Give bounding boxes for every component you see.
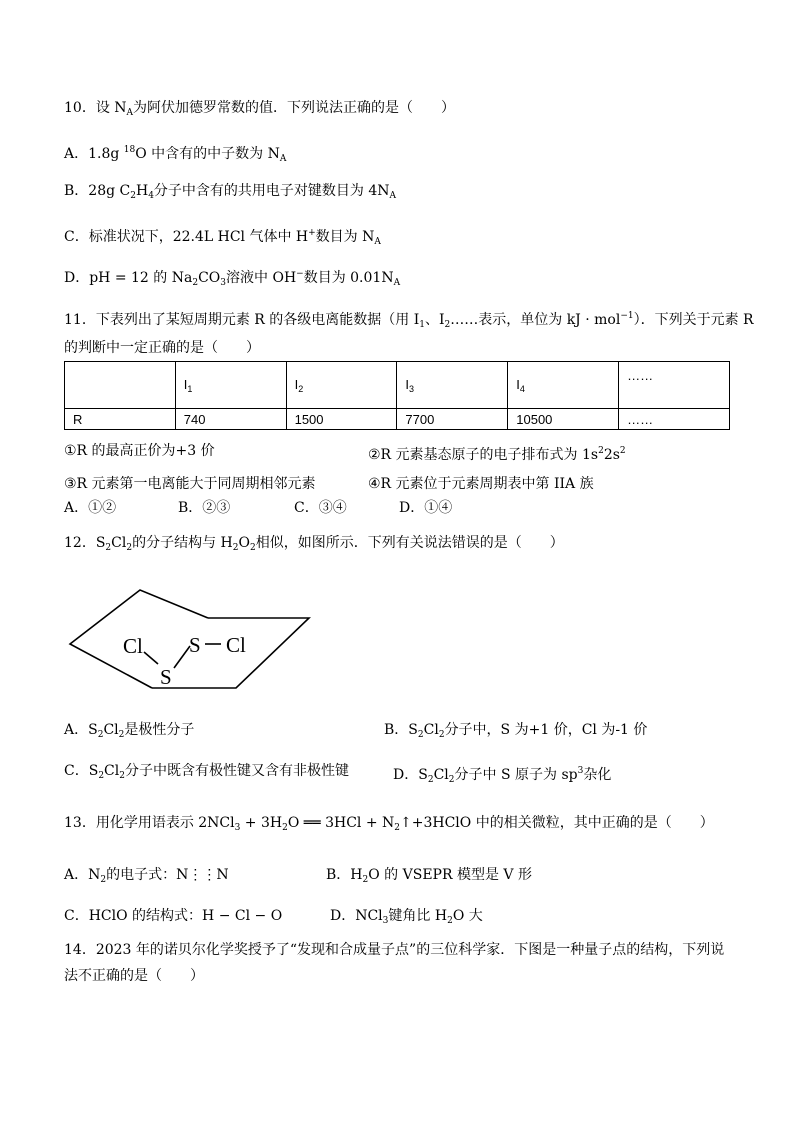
q11-statement-4: ④R 元素位于元素周期表中第 IIA 族 [368, 476, 594, 492]
s-s-bond [174, 646, 190, 668]
table-header-cell: $I_2$ [286, 362, 397, 409]
q11-option-b: B．②③ [178, 500, 231, 516]
table-cell: …… [619, 409, 730, 430]
q13-option-b: B．$H_2O$ 的 VSEPR 模型是 V 形 [326, 867, 532, 885]
q10-option-d: D．pH = 12 的 $Na_2CO_3$溶液中 OH−数目为 $0.01N_A$ [64, 269, 401, 288]
table-header-cell [65, 362, 176, 409]
q12-option-a: A．$S_2Cl_2$是极性分子 [64, 722, 195, 740]
q12-option-d: D．$S_2Cl_2$分子中 S 原子为 $sp^3$杂化 [393, 766, 612, 785]
table-cell: 7700 [397, 409, 508, 430]
q12-option-b: B．$S_2Cl_2$分子中，S 为+1 价，Cl 为-1 价 [384, 722, 648, 740]
table-header-row [65, 362, 730, 409]
q14-stem-line1: 14．2023 年的诺贝尔化学奖授予了“发现和合成量子点”的三位科学家．下图是一种量子点的结构，下列说 [64, 942, 725, 958]
table-header-cell: $I_4$ [508, 362, 619, 409]
s2cl2-structure-diagram [60, 582, 320, 694]
q14-stem-line2: 法不正确的是（ ） [64, 968, 204, 984]
cl-s-bond-left [144, 652, 158, 664]
atom-cl-right: Cl [226, 633, 246, 657]
q10-option-a: A．1.8g $^{18}$O 中含有的中子数为 $N_A$ [64, 145, 287, 164]
table-cell: 1500 [286, 409, 397, 430]
q11-statement-1: ①R 的最高正价为+3 价 [64, 443, 215, 459]
table-header-cell: $I_3$ [397, 362, 508, 409]
q11-option-a: A．①② [64, 500, 117, 516]
atom-cl-left: Cl [123, 634, 143, 658]
table-cell: 10500 [508, 409, 619, 430]
q11-stem-line2: 的判断中一定正确的是（ ） [64, 340, 260, 356]
q13-option-a: A．$N_2$的电子式：N⋮⋮N [64, 867, 229, 885]
q11-option-c: C．③④ [294, 500, 347, 516]
q13-option-d: D．NCl$_3$键角比 $H_2O$ 大 [330, 908, 483, 926]
table-cell: 740 [175, 409, 286, 430]
q12-stem: 12．$S_2Cl_2$的分子结构与 $H_2O_2$相似，如图所示．下列有关说法错误的是（ ） [64, 535, 564, 553]
table-cell: R [65, 409, 176, 430]
q10-stem: 10．设 $N_A$为阿伏加德罗常数的值．下列说法正确的是（ ） [64, 100, 456, 118]
q11-stem-line1: 11．下表列出了某短周期元素 R 的各级电离能数据（用 $I_1$、$I_2\dots\dots$表示，单位为 kJ · mol$^{-1}$）．下列关于元素 R [64, 311, 754, 330]
atom-s-top: S [189, 633, 201, 657]
q11-statement-3: ③R 元素第一电离能大于同周期相邻元素 [64, 476, 316, 492]
ionization-energy-table [64, 361, 730, 430]
q11-option-d: D．①④ [399, 500, 453, 516]
q10-option-b: B．28g $C_2H_4$分子中含有的共用电子对键数目为 $4N_A$ [64, 183, 397, 201]
table-row [65, 409, 730, 430]
atom-s-bottom: S [160, 665, 172, 689]
q11-statement-2: ②R 元素基态原子的电子排布式为 $1s^22s^2$ [368, 446, 626, 463]
q13-stem: 13．用化学用语表示 $2NCl_3 + 3H_2O$ ══ $3HCl + N_2↑+3HClO$ 中的相关微粒，其中正确的是（ ） [64, 815, 714, 833]
table-header-cell: …… [619, 362, 730, 409]
q12-option-c: C．$S_2Cl_2$分子中既含有极性键又含有非极性键 [64, 763, 349, 781]
q10-option-c: C．标准状况下，22.4L HCl 气体中 H+数目为 $N_A$ [64, 228, 381, 247]
q13-option-c: C．HClO 的结构式：H − Cl − O [64, 908, 283, 924]
table-header-cell: $I_1$ [175, 362, 286, 409]
